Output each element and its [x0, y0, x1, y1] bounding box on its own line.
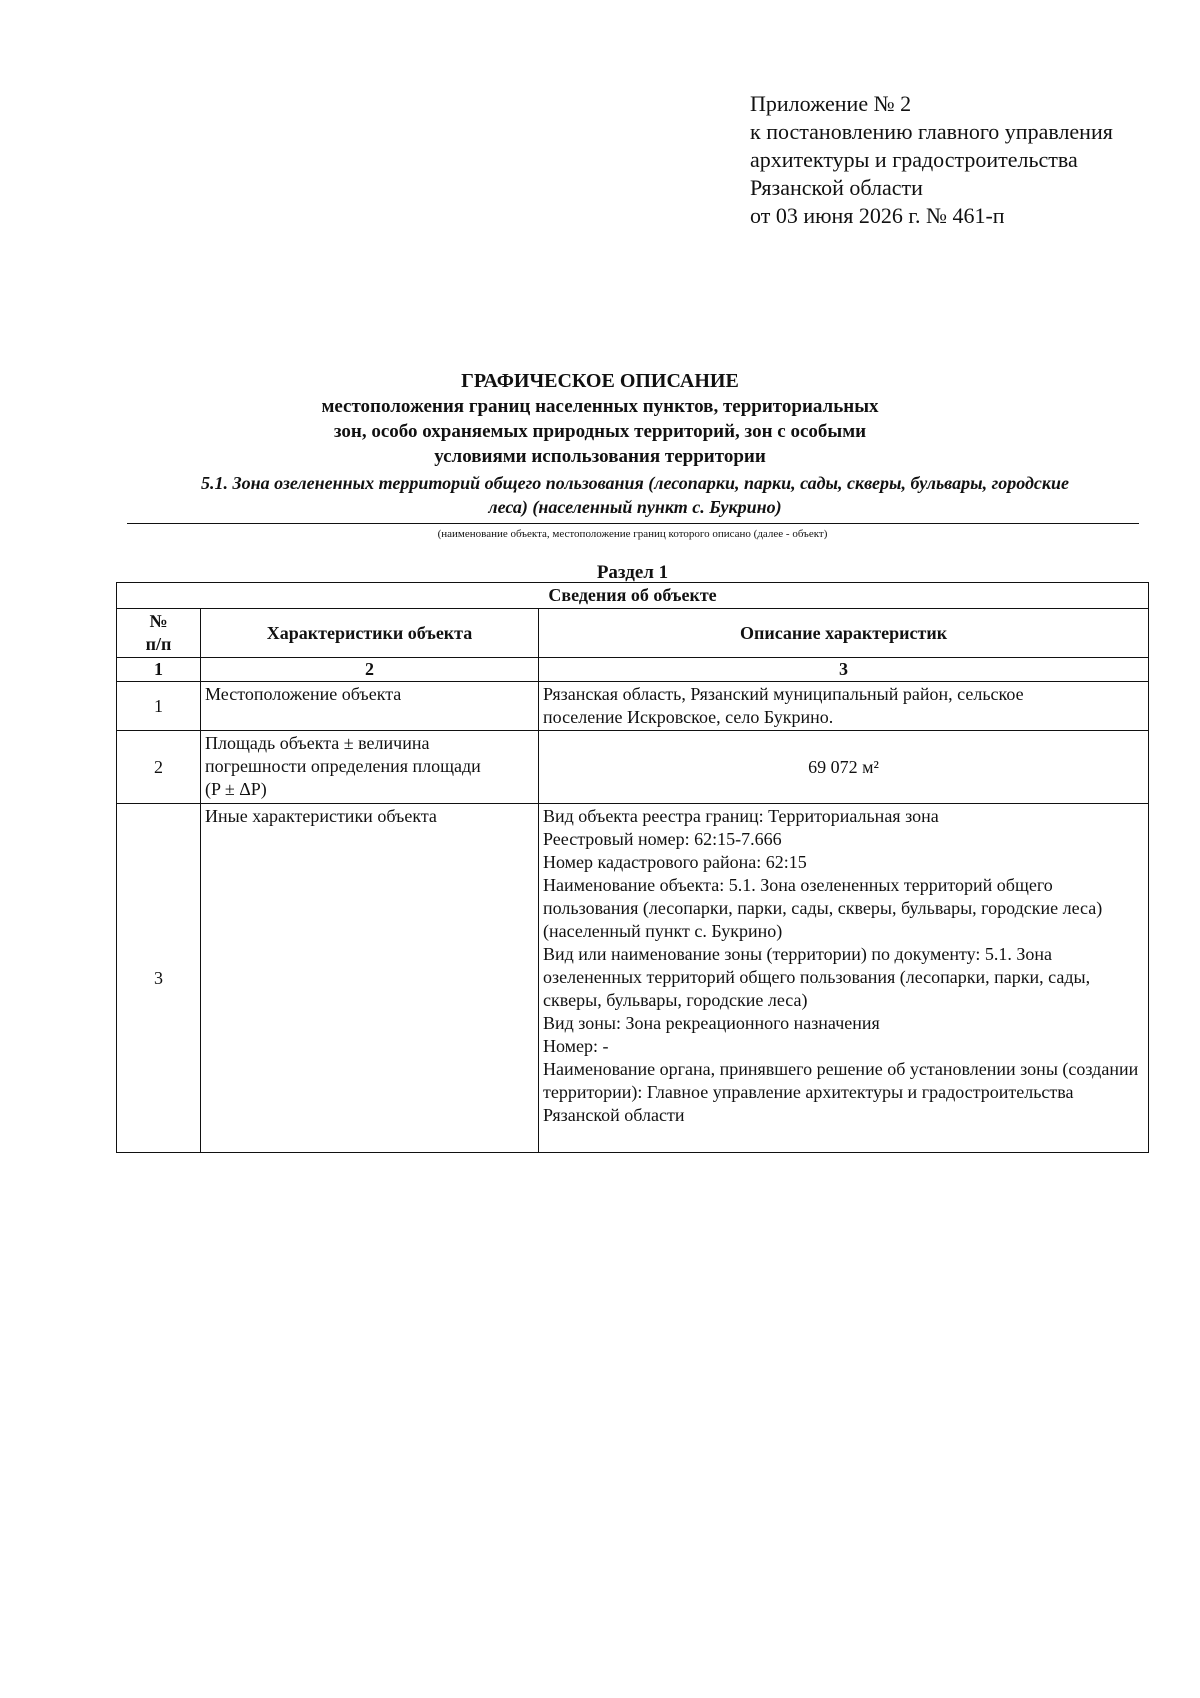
annex-line: архитектуры и градостроительства	[750, 147, 1078, 172]
row-description	[539, 804, 1149, 1153]
row-description-item: Номер: -	[543, 1036, 609, 1056]
row-description	[539, 682, 1149, 731]
header-number-abbr: п/п	[145, 634, 172, 654]
header-number	[117, 609, 201, 658]
document-title: ГРАФИЧЕСКОЕ ОПИСАНИЕ	[461, 370, 739, 392]
annex-line: Рязанской области	[750, 175, 923, 200]
row-description-line: Рязанская область, Рязанский муниципальный район, сельское	[543, 684, 1024, 704]
row-description-item: Номер кадастрового района: 62:15	[543, 852, 807, 872]
object-info-table	[116, 582, 1149, 1153]
row-number: 3	[117, 804, 201, 1153]
column-number: 2	[201, 658, 539, 682]
row-description-item: Наименование объекта: 5.1. Зона озелененных территорий общего пользования (лесопарки, парки, сады, скверы, бульвары, городские леса) (населенный пункт с. Букрино)	[543, 875, 1103, 941]
row-description-line: поселение Искровское, село Букрино.	[543, 707, 834, 727]
section-title: Раздел 1	[596, 562, 669, 583]
row-description-item: Вид объекта реестра границ: Территориальная зона	[543, 806, 939, 826]
row-area-value: 69 072 м²	[539, 731, 1149, 804]
row-description-item: Вид или наименование зоны (территории) по документу: 5.1. Зона озелененных территорий общего пользования (лесопарки, парки, сады, скверы, бульвары, городские леса)	[543, 944, 1091, 1010]
row-description-item: Реестровый номер: 62:15-7.666	[543, 829, 782, 849]
annex-block	[750, 90, 1170, 230]
annex-line: от 03 июня 2026 г. № 461-п	[750, 203, 1005, 228]
annex-line: Приложение № 2	[750, 91, 912, 116]
table-row	[117, 804, 1149, 1153]
row-characteristic-line: Площадь объекта ± величина	[205, 733, 430, 753]
table-caption: Сведения об объекте	[117, 583, 1149, 609]
header-number-sign: №	[149, 611, 168, 631]
document-subtitle-line: местоположения границ населенных пунктов, территориальных	[321, 396, 879, 417]
row-number: 1	[117, 682, 201, 731]
annex-line: к постановлению главного управления	[750, 119, 1113, 144]
row-description-item: Наименование органа, принявшего решение об установлении зоны (создании территории): Главное управление архитектуры и градостроительства Рязанской области	[543, 1059, 1139, 1125]
document-heading	[0, 368, 1200, 469]
table-row	[117, 731, 1149, 804]
row-characteristic	[201, 731, 539, 804]
table-row	[117, 682, 1149, 731]
object-name-line: леса) (населенный пункт с. Букрино)	[488, 497, 782, 517]
row-number: 2	[117, 731, 201, 804]
row-characteristic-line: (P ± ΔP)	[205, 779, 267, 799]
document-subtitle-line: условиями использования территории	[434, 446, 766, 467]
table-header-row	[117, 609, 1149, 658]
object-name	[140, 471, 1130, 519]
column-number-row	[117, 658, 1149, 682]
column-number: 3	[539, 658, 1149, 682]
row-description-item: Вид зоны: Зона рекреационного назначения	[543, 1013, 880, 1033]
object-name-underline	[127, 523, 1139, 524]
row-characteristic: Местоположение объекта	[201, 682, 539, 731]
header-description: Описание характеристик	[539, 609, 1149, 658]
object-name-line: 5.1. Зона озелененных территорий общего пользования (лесопарки, парки, сады, скверы, бульвары, городские	[200, 473, 1070, 493]
header-characteristics: Характеристики объекта	[201, 609, 539, 658]
row-characteristic-line: погрешности определения площади	[205, 756, 481, 776]
document-subtitle-line: зон, особо охраняемых природных территорий, зон с особыми	[333, 421, 867, 442]
column-number: 1	[117, 658, 201, 682]
object-caption: (наименование объекта, местоположение границ которого описано (далее - объект)	[437, 528, 828, 540]
row-characteristic: Иные характеристики объекта	[201, 804, 539, 1153]
